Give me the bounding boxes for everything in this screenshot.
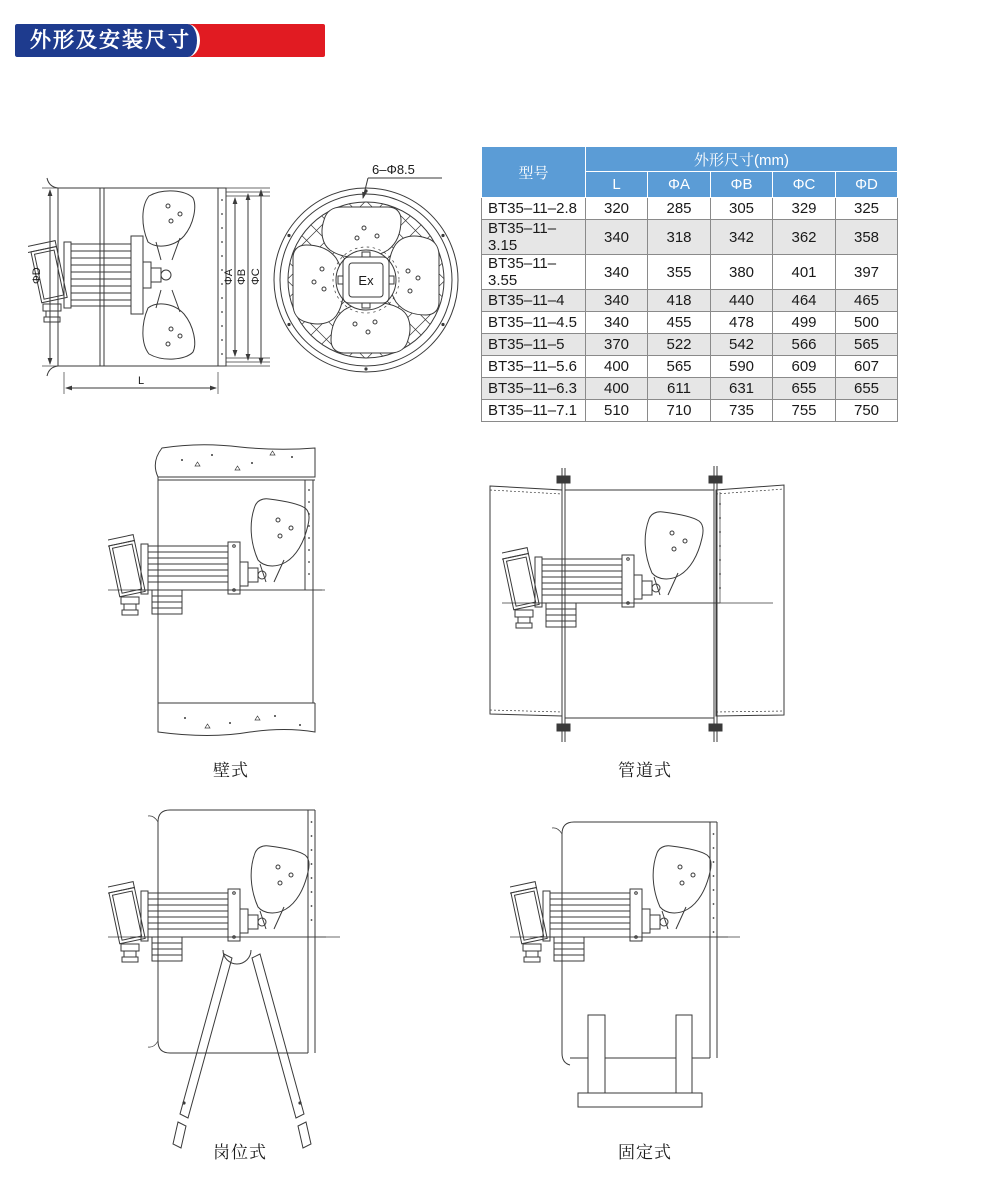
value-cell: 735 (711, 400, 773, 422)
value-cell: 500 (836, 312, 898, 334)
caption-wall-mount: 壁式 (213, 761, 249, 780)
wall-mount-diagram (100, 440, 325, 750)
value-cell: 510 (586, 400, 648, 422)
table-row (482, 334, 898, 356)
value-cell: 370 (586, 334, 648, 356)
dimension-table (481, 146, 898, 422)
value-cell: 609 (773, 356, 836, 378)
value-cell: 340 (586, 290, 648, 312)
value-cell: 358 (836, 220, 898, 255)
table-body (482, 198, 898, 422)
value-cell: 566 (773, 334, 836, 356)
value-cell: 565 (648, 356, 711, 378)
dim-label-phi-c: ΦC (250, 268, 262, 285)
value-cell: 522 (648, 334, 711, 356)
duct-mount-diagram (478, 452, 812, 758)
value-cell: 455 (648, 312, 711, 334)
model-cell: BT35–11–4 (482, 290, 586, 312)
value-cell: 710 (648, 400, 711, 422)
value-cell: 401 (773, 255, 836, 290)
value-cell: 342 (711, 220, 773, 255)
table-row (482, 356, 898, 378)
value-cell: 305 (711, 198, 773, 220)
dim-label-phi-d: ΦD (31, 267, 43, 284)
caption-duct-mount: 管道式 (618, 761, 672, 780)
model-cell: BT35–11–7.1 (482, 400, 586, 422)
dim-label-l: L (138, 375, 145, 387)
value-cell: 355 (648, 255, 711, 290)
model-cell: BT35–11–2.8 (482, 198, 586, 220)
value-cell: 565 (836, 334, 898, 356)
value-cell: 464 (773, 290, 836, 312)
model-cell: BT35–11–5.6 (482, 356, 586, 378)
value-cell: 611 (648, 378, 711, 400)
value-cell: 631 (711, 378, 773, 400)
value-cell: 478 (711, 312, 773, 334)
table-header (482, 147, 898, 198)
banner-blue-tab (15, 24, 200, 57)
value-cell: 340 (586, 312, 648, 334)
value-cell: 340 (586, 220, 648, 255)
value-cell: 440 (711, 290, 773, 312)
model-cell: BT35–11–6.3 (482, 378, 586, 400)
value-cell: 400 (586, 378, 648, 400)
dim-label-phi-a: ΦA (223, 268, 235, 285)
caption-fixed-mount: 固定式 (618, 1143, 672, 1162)
value-cell: 325 (836, 198, 898, 220)
value-cell: 418 (648, 290, 711, 312)
value-cell: 499 (773, 312, 836, 334)
value-cell: 655 (773, 378, 836, 400)
value-cell: 750 (836, 400, 898, 422)
table-row (482, 220, 898, 255)
model-column-header: 型号 (482, 147, 586, 198)
value-cell: 590 (711, 356, 773, 378)
table-row (482, 400, 898, 422)
table-row (482, 378, 898, 400)
column-header: ΦD (836, 172, 898, 198)
model-cell: BT35–11–3.55 (482, 255, 586, 290)
group-column-header: 外形尺寸(mm) (586, 147, 898, 172)
value-cell: 542 (711, 334, 773, 356)
value-cell: 362 (773, 220, 836, 255)
column-header: ΦA (648, 172, 711, 198)
value-cell: 755 (773, 400, 836, 422)
column-header: ΦC (773, 172, 836, 198)
caption-post-mount: 岗位式 (213, 1143, 267, 1162)
value-cell: 397 (836, 255, 898, 290)
value-cell: 607 (836, 356, 898, 378)
value-cell: 329 (773, 198, 836, 220)
model-cell: BT35–11–3.15 (482, 220, 586, 255)
model-cell: BT35–11–4.5 (482, 312, 586, 334)
table-row (482, 198, 898, 220)
post-mount-diagram (100, 800, 400, 1160)
value-cell: 380 (711, 255, 773, 290)
table-row (482, 255, 898, 290)
value-cell: 320 (586, 198, 648, 220)
column-header: ΦB (711, 172, 773, 198)
table-row (482, 290, 898, 312)
section-title: 外形及安装尺寸 (30, 29, 191, 52)
value-cell: 465 (836, 290, 898, 312)
fixed-mount-diagram (490, 800, 790, 1160)
value-cell: 400 (586, 356, 648, 378)
dim-label-phi-b: ΦB (236, 268, 248, 285)
value-cell: 285 (648, 198, 711, 220)
column-header: L (586, 172, 648, 198)
value-cell: 318 (648, 220, 711, 255)
section-banner (15, 24, 325, 57)
hole-callout-label: 6–Φ8.5 (372, 162, 415, 177)
ex-mark: Ex (358, 273, 374, 288)
model-cell: BT35–11–5 (482, 334, 586, 356)
front-view-drawing (272, 148, 477, 380)
value-cell: 655 (836, 378, 898, 400)
side-view-drawing (28, 146, 273, 404)
value-cell: 340 (586, 255, 648, 290)
table-row (482, 312, 898, 334)
